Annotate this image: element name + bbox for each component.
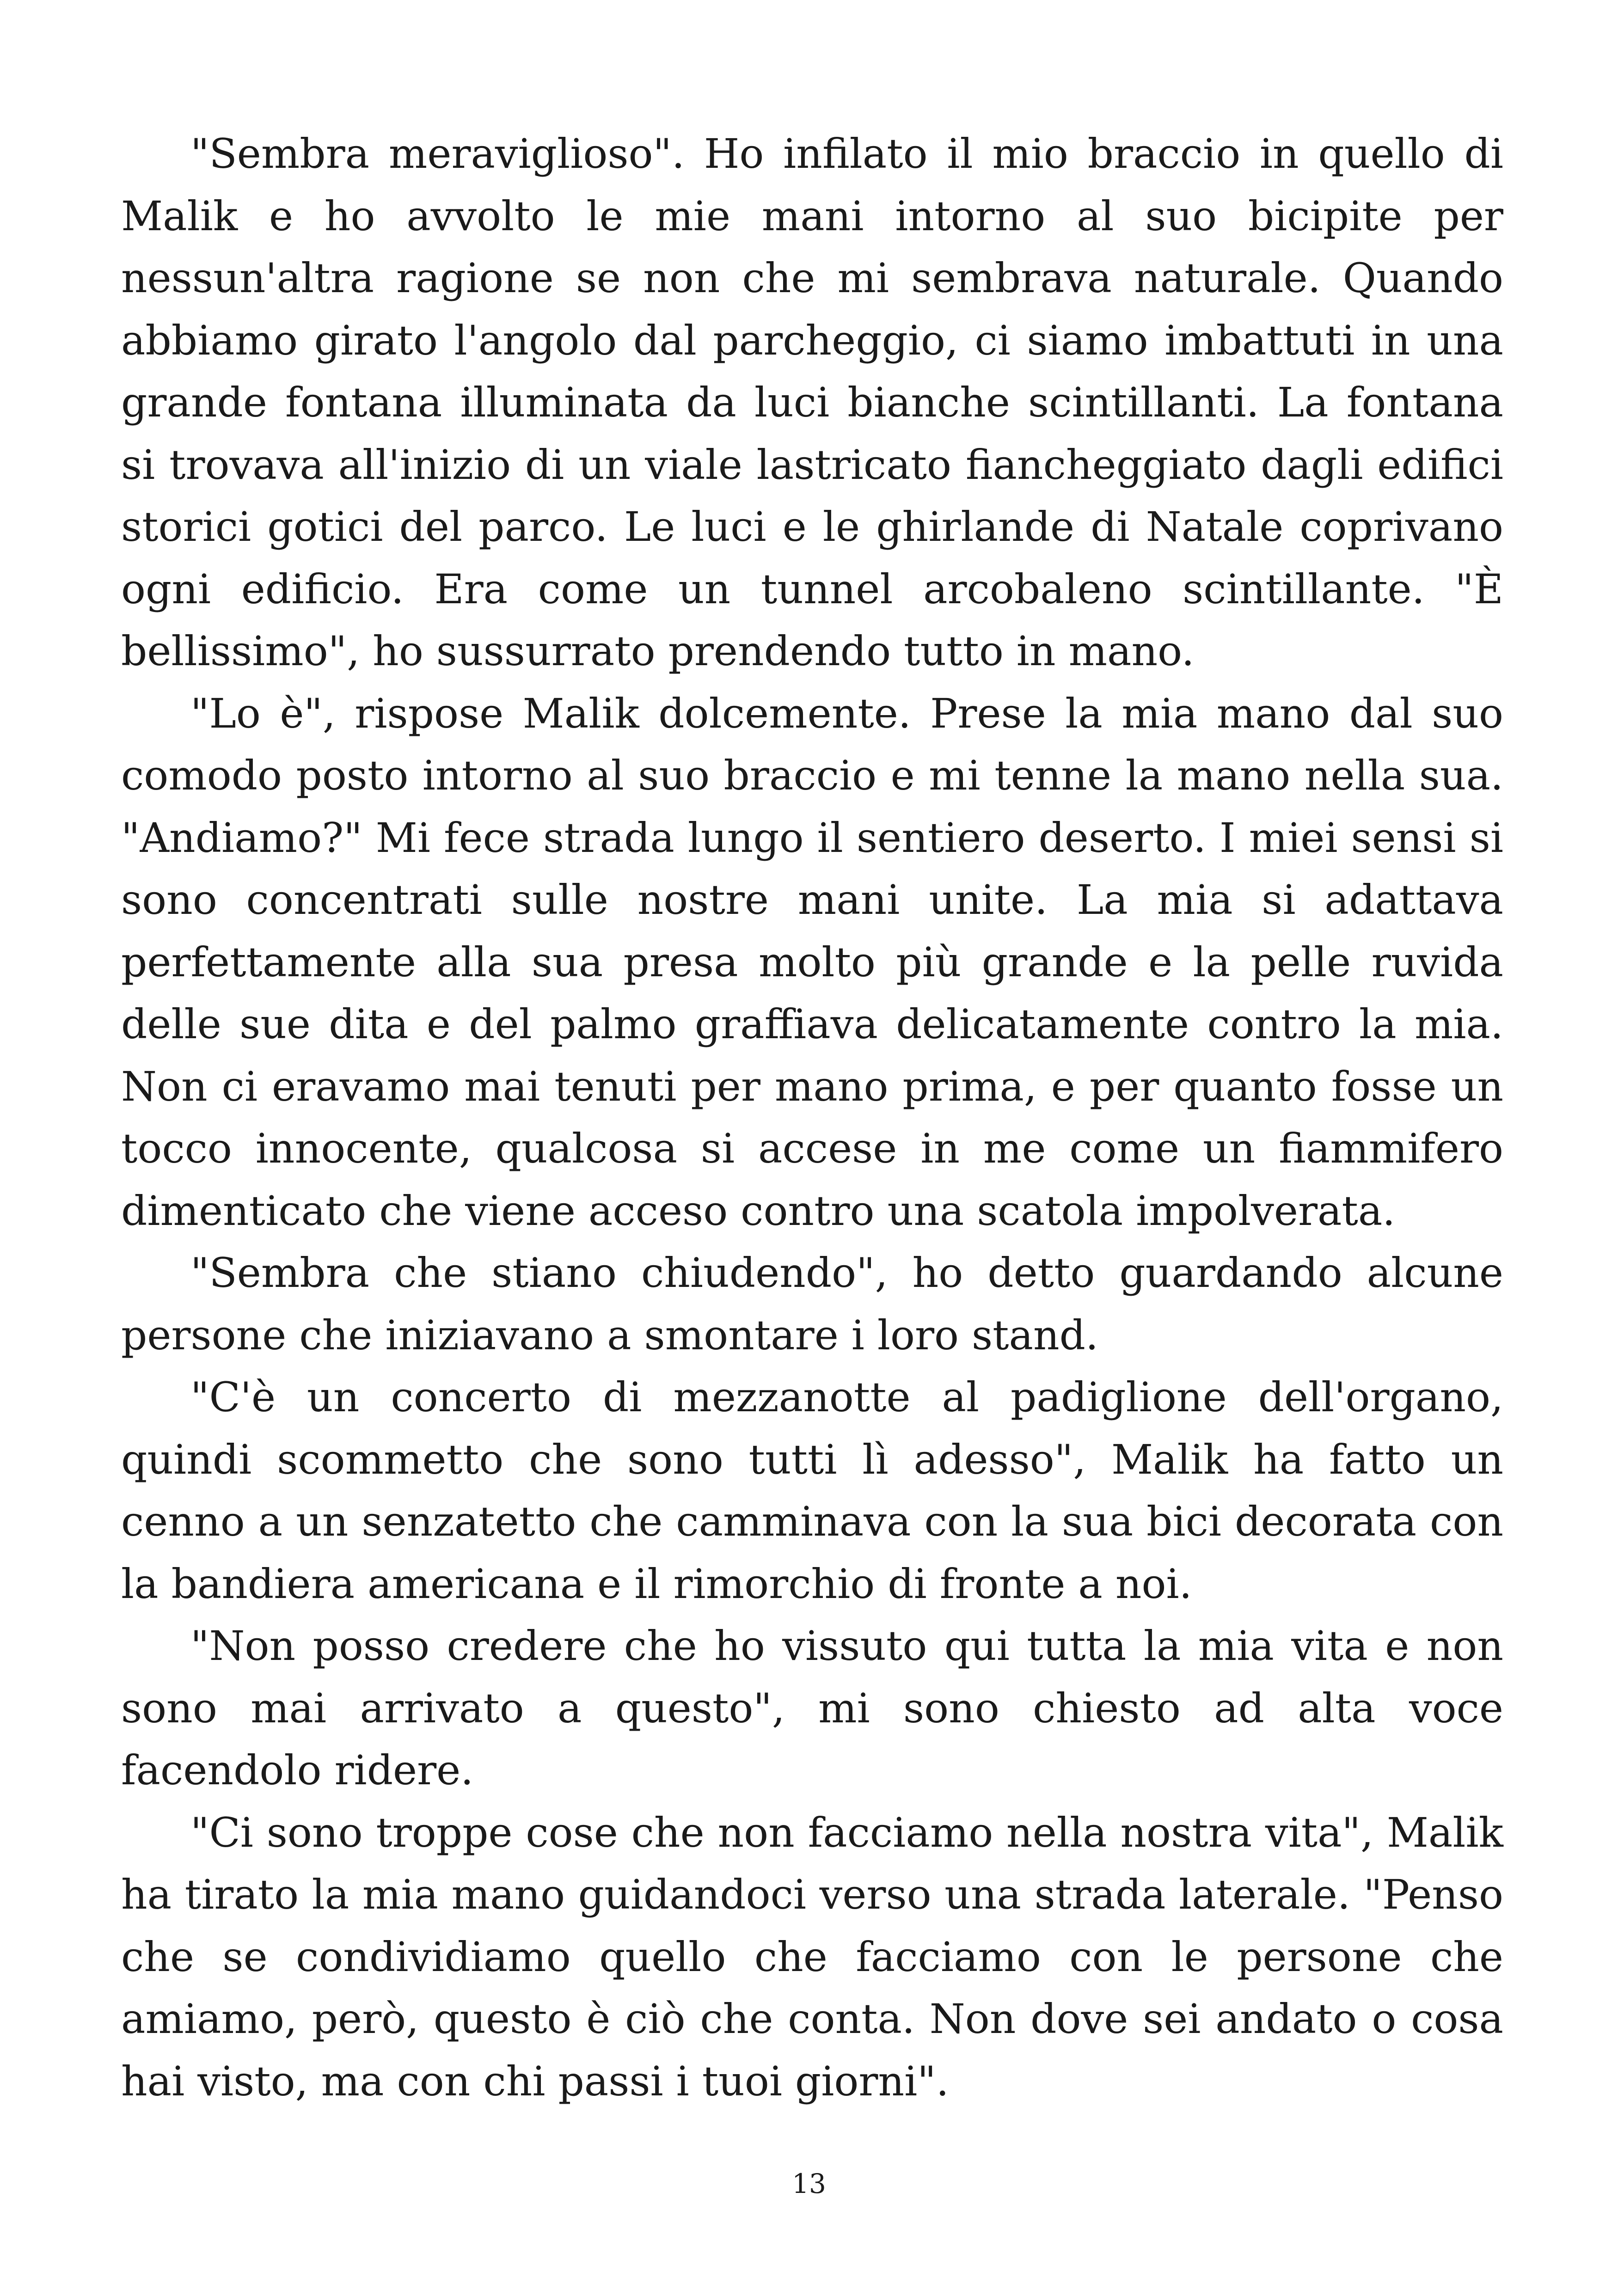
paragraph-1: "Sembra meraviglioso". Ho infilato il mio braccio in quello di Malik e ho avvolto le mie mani intorno al suo bicipite per nessun'altra ragione se non che mi sembrava naturale. Quando abbiamo girato l'angolo dal parcheggio, ci siamo imbattuti in una grande fontana illuminata da luci bianche scintillanti. La fontana si trovava all'inizio di un viale lastricato fiancheggiato dagli edifici storici gotici del parco. Le luci e le ghirlande di Natale coprivano ogni edificio. Era come un tunnel arcobaleno scintillante. "È bellissimo", ho sussurrato prendendo tutto in mano. [121, 130, 1503, 675]
paragraph-5: "Non posso credere che ho vissuto qui tutta la mia vita e non sono mai arrivato a questo", mi sono chiesto ad alta voce facendolo ridere. [121, 1622, 1503, 1794]
paragraph-6: "Ci sono troppe cose che non facciamo nella nostra vita", Malik ha tirato la mia mano guidandoci verso una strada laterale. "Penso che se condividiamo quello che facciamo con le persone che amiamo, però, questo è ciò che conta. Non dove sei andato o cosa hai visto, ma con chi passi i tuoi giorni". [121, 1808, 1503, 2105]
body-text [121, 123, 1503, 2112]
paragraph-4: "C'è un concerto di mezzanotte al padiglione dell'organo, quindi scommetto che sono tutti lì adesso", Malik ha fatto un cenno a un senzatetto che camminava con la sua bici decorata con la bandiera americana e il rimorchio di fronte a noi. [121, 1373, 1503, 1608]
page-number: 13 [792, 2168, 826, 2199]
paragraph-3: "Sembra che stiano chiudendo", ho detto guardando alcune persone che iniziavano a smontare i loro stand. [121, 1249, 1503, 1359]
paragraph-2: "Lo è", rispose Malik dolcemente. Prese la mia mano dal suo comodo posto intorno al suo braccio e mi tenne la mano nella sua. "Andiamo?" Mi fece strada lungo il sentiero deserto. I miei sensi si sono concentrati sulle nostre mani unite. La mia si adattava perfettamente alla sua presa molto più grande e la pelle ruvida delle sue dita e del palmo graffiava delicatamente contro la mia. Non ci eravamo mai tenuti per mano prima, e per quanto fosse un tocco innocente, qualcosa si accese in me come un fiammifero dimenticato che viene acceso contro una scatola impolverata. [121, 689, 1503, 1235]
